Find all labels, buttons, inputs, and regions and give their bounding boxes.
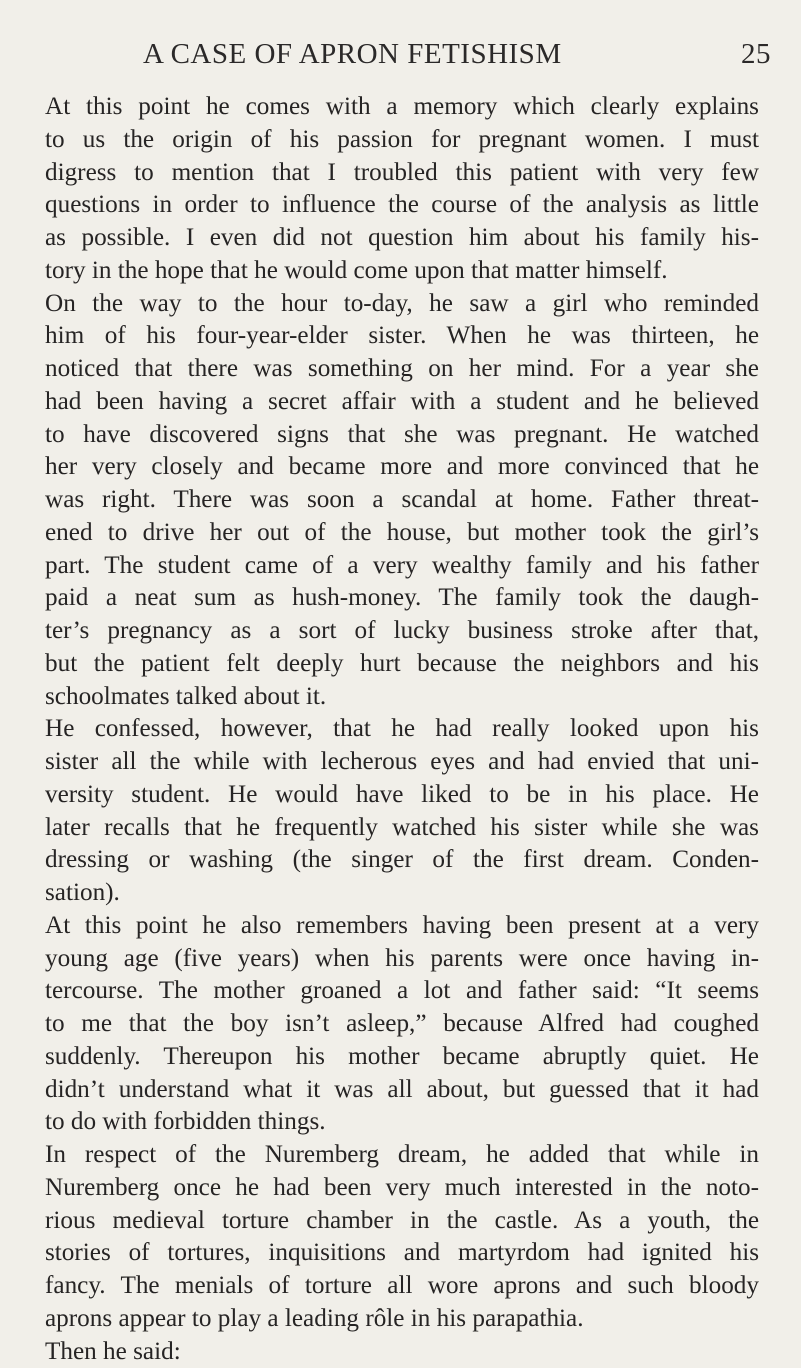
text-line: her very closely and became more and more convinced that he xyxy=(45,451,759,484)
paragraph xyxy=(45,1336,759,1368)
text-line: sation). xyxy=(45,877,759,910)
text-line: noticed that there was something on her mind. For a year she xyxy=(45,353,759,386)
text-line: young age (five years) when his parents were once having in- xyxy=(45,943,759,976)
text-line: On the way to the hour to-day, he saw a girl who reminded xyxy=(45,288,759,321)
paragraph xyxy=(45,1139,759,1336)
text-line: later recalls that he frequently watched his sister while she was xyxy=(45,812,759,845)
text-line: suddenly. Thereupon his mother became abruptly quiet. He xyxy=(45,1041,759,1074)
paragraph xyxy=(45,910,759,1139)
text-line: as possible. I even did not question him about his family his- xyxy=(45,222,759,255)
chapter-title: A CASE OF APRON FETISHISM xyxy=(143,38,562,71)
text-line: part. The student came of a very wealthy family and his father xyxy=(45,550,759,583)
text-line: At this point he comes with a memory which clearly explains xyxy=(45,91,759,124)
text-line: versity student. He would have liked to be in his place. He xyxy=(45,779,759,812)
text-line: him of his four-year-elder sister. When he was thirteen, he xyxy=(45,320,759,353)
text-line: stories of tortures, inquisitions and martyrdom had ignited his xyxy=(45,1237,759,1270)
paragraph xyxy=(45,91,759,288)
text-line: questions in order to influence the course of the analysis as little xyxy=(45,189,759,222)
text-line: ened to drive her out of the house, but mother took the girl’s xyxy=(45,517,759,550)
text-line: At this point he also remembers having been present at a very xyxy=(45,910,759,943)
text-line: to have discovered signs that she was pregnant. He watched xyxy=(45,419,759,452)
text-line: didn’t understand what it was all about, but guessed that it had xyxy=(45,1074,759,1107)
text-line: to do with forbidden things. xyxy=(45,1106,759,1139)
text-line: Nuremberg once he had been very much interested in the noto- xyxy=(45,1172,759,1205)
text-line: to me that the boy isn’t asleep,” because Alfred had coughed xyxy=(45,1008,759,1041)
paragraph xyxy=(45,713,759,910)
text-line: fancy. The menials of torture all wore aprons and such bloody xyxy=(45,1270,759,1303)
paragraph xyxy=(45,288,759,714)
text-line: dressing or washing (the singer of the first dream. Conden- xyxy=(45,844,759,877)
text-line: digress to mention that I troubled this patient with very few xyxy=(45,157,759,190)
text-line: Then he said: xyxy=(45,1336,759,1368)
page-number: 25 xyxy=(741,38,771,71)
text-line: but the patient felt deeply hurt because the neighbors and his xyxy=(45,648,759,681)
text-line: rious medieval torture chamber in the castle. As a youth, the xyxy=(45,1205,759,1238)
text-line: In respect of the Nuremberg dream, he added that while in xyxy=(45,1139,759,1172)
text-line: was right. There was soon a scandal at home. Father threat- xyxy=(45,484,759,517)
body-text xyxy=(45,91,759,1368)
text-line: to us the origin of his passion for pregnant women. I must xyxy=(45,124,759,157)
text-line: schoolmates talked about it. xyxy=(45,681,759,714)
text-line: tory in the hope that he would come upon that matter himself. xyxy=(45,255,759,288)
text-line: aprons appear to play a leading rôle in his parapathia. xyxy=(45,1303,759,1336)
text-line: He confessed, however, that he had really looked upon his xyxy=(45,713,759,746)
text-line: paid a neat sum as hush-money. The family took the daugh- xyxy=(45,582,759,615)
text-line: tercourse. The mother groaned a lot and father said: “It seems xyxy=(45,975,759,1008)
text-line: had been having a secret affair with a student and he believed xyxy=(45,386,759,419)
text-line: sister all the while with lecherous eyes and had envied that uni- xyxy=(45,746,759,779)
text-line: ter’s pregnancy as a sort of lucky business stroke after that, xyxy=(45,615,759,648)
